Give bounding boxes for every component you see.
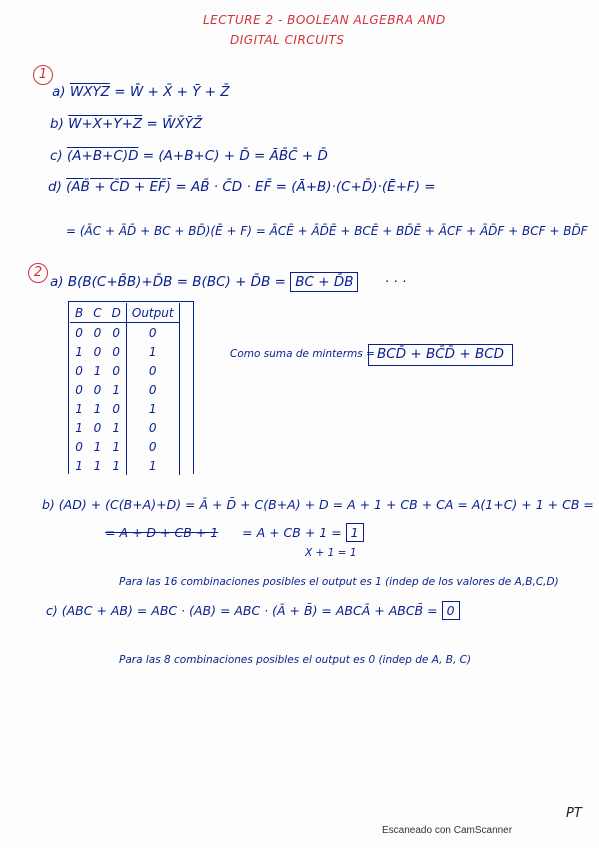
input-cell: 1 [112,458,121,473]
q1d-label: d) [48,179,62,195]
input-cell: 0 [93,344,102,359]
q1d [48,181,436,195]
input-cell: 1 [112,420,121,435]
input-cell: 1 [112,439,121,454]
output-cell: 0 [126,418,179,437]
minterms-answer-box: BCD̄ + BC̄D̄ + BCD [368,344,513,366]
q2b-label: b) [42,497,55,512]
question-1-number: 1 [33,65,53,85]
output-cell: 0 [126,361,179,380]
q2a-answer-box: BC + D̄B [290,272,358,292]
input-cell: 1 [93,439,102,454]
q1a-lhs: WXYZ [69,84,110,100]
input-cell: 0 [75,382,83,397]
input-cell: 0 [75,439,83,454]
q2b-step: = A + CB + 1 = [242,525,342,540]
input-cell: 1 [75,420,83,435]
truth-table-row [70,456,179,475]
q2c-expr: (ABC + AB) = ABC · (AB) = ABC · (Ā + B̄) = ABCĀ + ABCB̄ = [61,603,438,618]
input-cell: 1 [112,382,121,397]
header-d: D [107,303,127,323]
q1a [52,86,230,100]
title-line-1: LECTURE 2 - BOOLEAN ALGEBRA AND [203,13,446,27]
truth-table-row [70,380,179,399]
q2b-answer-box: 1 [346,523,364,542]
input-cell: 0 [93,325,102,340]
header-output: Output [126,303,179,323]
q2b-struck-step: = A + D + CB + 1 [105,525,219,540]
q1b-label: b) [50,116,64,132]
input-cell: 1 [75,458,83,473]
truth-table-row [70,361,179,380]
output-cell: 0 [126,323,179,343]
q1b-rhs: = W̄X̄ȲZ̄ [146,116,203,132]
q1d-rhs: = AB̄ · C̄D · EF̄ = (Ā+B)·(C+D̄)·(Ē+F) = [175,179,436,195]
q2c-answer-box: 0 [442,601,460,620]
minterms-label: Como suma de minterms = [230,348,375,360]
truth-table [70,303,180,475]
input-cell: 0 [112,325,121,340]
q2b-line-1: (AD) + (C(B+A)+D) = Ā + D̄ + C(B+A) + D = A + 1 + CB + CA = A(1+C) + 1 + CB = [58,497,594,512]
question-2-number: 2 [28,263,48,283]
input-cell: 0 [112,344,121,359]
q1c-lhs: (A+B+C)D [67,148,139,164]
q1d-lhs: (AB̄ + C̄D + EF̄) [66,179,172,195]
truth-table-row [70,418,179,437]
truth-table-row [70,342,179,361]
q2a-dots: · · · [384,274,407,290]
q2c [46,605,460,618]
q1b-lhs: W+X+Y+Z [68,116,143,132]
header-c: C [88,303,106,323]
input-cell: 0 [75,325,83,340]
page-mark: PT [566,806,582,821]
q2a-label: a) [50,274,64,290]
q1a-label: a) [52,84,66,100]
q2b-line-2 [105,527,364,540]
q2c-label: c) [46,603,58,618]
q2a [50,276,406,290]
input-cell: 1 [93,458,102,473]
output-cell: 1 [126,399,179,418]
q2b-side-note: X + 1 = 1 [305,547,357,559]
header-b: B [70,303,88,323]
output-cell: 1 [126,456,179,475]
q1c-rhs: = (A+B+C) + D̄ = ĀB̄C̄ + D̄ [142,148,328,164]
q1a-rhs: = W̄ + X̄ + Ȳ + Z̄ [114,84,230,100]
q2a-expr: B(B(C+B̄B)+D̄B = B(BC) + D̄B = [67,274,286,290]
input-cell: 0 [75,363,83,378]
output-cell: 0 [126,380,179,399]
input-cell: 0 [93,382,102,397]
title-line-2: DIGITAL CIRCUITS [230,33,345,47]
input-cell: 1 [93,401,102,416]
q1c [50,150,328,164]
truth-table-row [70,399,179,418]
q2b [42,499,594,512]
input-cell: 0 [112,363,121,378]
input-cell: 0 [93,420,102,435]
q2b-comment: Para las 16 combinaciones posibles el output es 1 (indep de los valores de A,B,C,D) [119,576,559,588]
q1c-label: c) [50,148,63,164]
truth-table-row [70,323,179,343]
truth-table-header [70,303,179,323]
output-cell: 0 [126,437,179,456]
input-cell: 1 [75,401,83,416]
scanner-watermark: Escaneado con CamScanner [382,825,513,836]
input-cell: 0 [112,401,121,416]
q2c-comment: Para las 8 combinaciones posibles el output es 0 (indep de A, B, C) [119,654,472,666]
input-cell: 1 [93,363,102,378]
truth-table-row [70,437,179,456]
q1d-line-2: = (ĀC + ĀD̄ + BC + BD̄)(Ē + F) = ĀCĒ + ĀD̄Ē + BCĒ + BD̄Ē + ĀCF + ĀD̄F + BCF + BD̄F [66,224,588,238]
q1b [50,118,202,132]
output-cell: 1 [126,342,179,361]
input-cell: 1 [75,344,83,359]
